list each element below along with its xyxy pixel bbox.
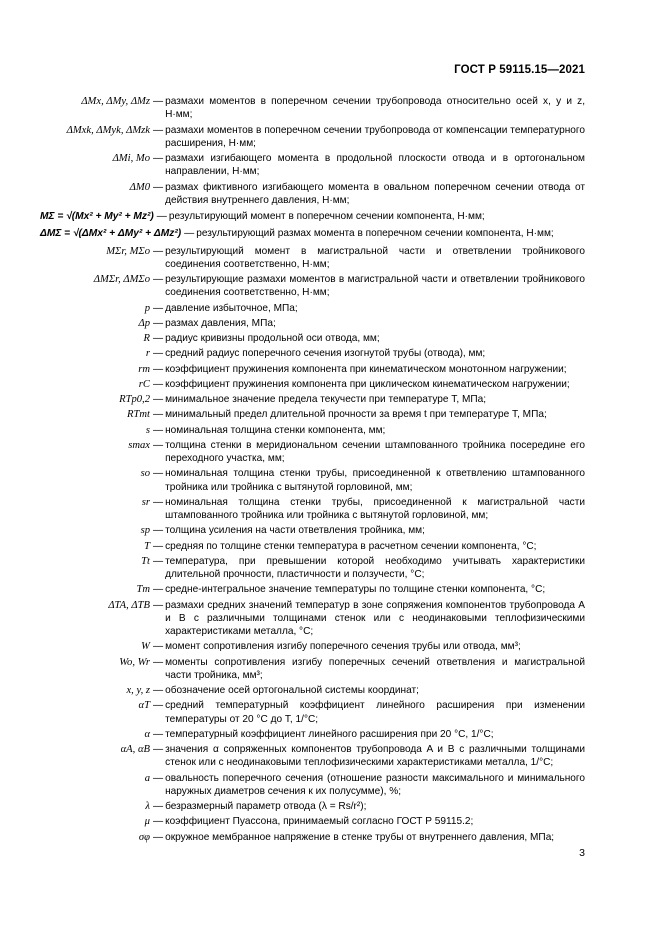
definition-row xyxy=(40,583,585,596)
definition-term: x, y, z xyxy=(126,685,150,696)
definition-dash: — xyxy=(153,153,164,164)
definition-dash: — xyxy=(153,378,164,390)
definition-row xyxy=(40,524,585,537)
definition-term: rm xyxy=(138,363,150,375)
definition-term: sr xyxy=(141,496,150,508)
definition-row xyxy=(40,555,585,582)
definition-dash: — xyxy=(153,394,164,405)
definition-dash: — xyxy=(153,599,164,611)
definition-row xyxy=(40,728,585,741)
definition-row xyxy=(40,408,585,421)
definition-dash: — xyxy=(153,772,164,784)
definition-term: rC xyxy=(138,378,150,390)
definition-dash: — xyxy=(153,816,164,828)
definition-text: температурный коэффициент линейного расширения при 20 °С, 1/°С; xyxy=(165,728,494,740)
definition-dash: — xyxy=(153,641,164,653)
definition-row xyxy=(40,363,585,376)
definition-term: MΣr, MΣo xyxy=(106,245,150,257)
definition-term: RTmt xyxy=(127,409,150,421)
definition-dash: — xyxy=(153,348,164,360)
definition-text: овальность поперечного сечения (отношение разности максимального и минимального наружных диаметров сечения к их полусумме), %; xyxy=(165,772,585,797)
definition-text: моменты сопротивления изгибу поперечных сечений ответвления и магистральной части тройника, мм³; xyxy=(165,656,585,681)
page-number: 3 xyxy=(579,847,585,859)
definition-dash: — xyxy=(153,333,164,344)
definition-term: Tt xyxy=(141,555,150,567)
definition-dash: — xyxy=(153,728,164,740)
definition-row xyxy=(40,273,585,300)
definition-text: размахи средних значений температур в зоне сопряжения компонентов трубопровода A и B с различными толщинами стенок или с неодинаковыми теплофизическими характеристиками металла, °С; xyxy=(165,599,585,637)
definition-term: ΔMΣ = √(ΔMx² + ΔMy² + ΔMz²) xyxy=(40,228,182,240)
definition-row xyxy=(40,800,585,813)
definition-term: MΣ = √(Mx² + My² + Mz²) xyxy=(40,211,154,222)
definition-dash: — xyxy=(153,525,164,537)
definition-dash: — xyxy=(153,496,164,508)
definition-row xyxy=(40,317,585,330)
definition-dash: — xyxy=(153,700,164,712)
definition-dash: — xyxy=(153,555,164,567)
definition-text: коэффициент пружинения компонента при циклическом кинематическом нагружении; xyxy=(165,378,570,390)
definition-text: коэффициент пружинения компонента при кинематическом монотонном нагружении; xyxy=(165,363,567,375)
definition-term: so xyxy=(140,468,150,480)
definition-term: ΔMxk, ΔMyk, ΔMzk xyxy=(66,124,150,136)
definition-text: радиус кривизны продольной оси отвода, мм; xyxy=(165,333,380,344)
definition-text: средне-интегральное значение температуры по толщине стенки компонента, °С; xyxy=(165,584,546,596)
definition-text: коэффициент Пуассона, принимаемый согласно ГОСТ Р 59115.2; xyxy=(165,816,474,828)
definition-dash: — xyxy=(153,363,164,375)
definition-term: r xyxy=(145,348,150,360)
definition-row xyxy=(40,496,585,523)
definition-row xyxy=(40,393,585,406)
definition-dash: — xyxy=(153,584,164,596)
definition-row xyxy=(40,772,585,799)
definition-row xyxy=(40,699,585,726)
definition-dash: — xyxy=(153,439,164,451)
definition-dash: — xyxy=(153,409,164,421)
definition-term: ΔMx, ΔMy, ΔMz xyxy=(81,96,150,107)
definition-dash: — xyxy=(153,540,164,552)
definition-row xyxy=(40,439,585,466)
definition-dash: — xyxy=(153,245,164,257)
definition-term: Δp xyxy=(138,317,150,329)
definition-term: ΔM0 xyxy=(129,181,150,193)
definition-row xyxy=(40,302,585,315)
definition-row xyxy=(40,540,585,553)
definition-row xyxy=(40,656,585,683)
definition-term: ΔTA, ΔTB xyxy=(108,599,150,611)
definition-text: размахи моментов в поперечном сечении трубопровода от компенсации температурного расширения, Н·мм; xyxy=(165,124,585,149)
definition-row xyxy=(40,467,585,494)
definition-dash: — xyxy=(153,181,164,193)
definition-dash: — xyxy=(153,744,164,755)
definition-term: αA, αB xyxy=(120,744,150,755)
definition-dash: — xyxy=(153,801,164,812)
definition-text: толщина усиления на части ответвления тройника, мм; xyxy=(165,525,425,537)
definition-row xyxy=(40,227,585,240)
definition-dash: — xyxy=(153,302,164,314)
definition-term: smax xyxy=(128,439,150,451)
definition-dash: — xyxy=(153,96,164,107)
definition-dash: — xyxy=(156,211,167,222)
definition-text: средний радиус поперечного сечения изогнутой трубы (отвода), мм; xyxy=(165,348,486,360)
definition-text: размах давления, МПа; xyxy=(165,317,276,329)
definition-dash: — xyxy=(153,274,164,285)
definition-term: sp xyxy=(140,525,150,537)
definition-text: результирующие размахи моментов в магистральной части и ответвлении тройникового соединения соответственно, Н·мм; xyxy=(165,274,585,299)
definition-dash: — xyxy=(153,424,164,436)
definition-row xyxy=(40,640,585,653)
definition-text: номинальная толщина стенки трубы, присоединенной к ответвлению штампованного тройника или тройника с вытянутой горловиной, мм; xyxy=(165,468,585,493)
definition-text: обозначение осей ортогональной системы координат; xyxy=(165,685,419,696)
definition-term: a xyxy=(144,772,150,784)
definition-text: температура, при превышении которой необходимо учитывать характеристики длительной прочности, пластичности и ползучести, °С; xyxy=(165,555,585,580)
definition-term: s xyxy=(145,424,150,436)
definition-term: RTp0,2 xyxy=(119,394,150,405)
definition-row xyxy=(40,378,585,391)
definition-term: ΔMi, Mo xyxy=(112,153,150,164)
definition-text: размах фиктивного изгибающего момента в овальном поперечном сечении отвода от действия внутреннего давления, Н·мм; xyxy=(165,181,585,206)
definition-row xyxy=(40,210,585,223)
definition-term: W xyxy=(141,641,150,653)
definition-term: αT xyxy=(138,700,150,712)
definition-term: R xyxy=(143,333,150,344)
definition-text: результирующий момент в поперечном сечении компонента, Н·мм; xyxy=(168,211,485,222)
definition-dash: — xyxy=(153,468,164,480)
definition-row xyxy=(40,831,585,844)
definition-term: T xyxy=(144,540,150,552)
definition-term: Wo, Wr xyxy=(119,656,150,668)
definition-dash: — xyxy=(153,317,164,329)
definition-row xyxy=(40,743,585,770)
definition-text: результирующий размах момента в поперечном сечении компонента, Н·мм; xyxy=(196,228,554,240)
definition-dash: — xyxy=(184,228,195,240)
definition-text: номинальная толщина стенки трубы, присоединенной к магистральной части штампованного тройника или тройника с вытянутой горловиной, мм; xyxy=(165,496,585,521)
definition-text: момент сопротивления изгибу поперечного сечения трубы или отвода, мм³; xyxy=(165,641,521,653)
definition-row xyxy=(40,815,585,828)
definitions-list xyxy=(40,95,585,846)
document-header: ГОСТ Р 59115.15—2021 xyxy=(454,64,585,76)
definition-text: значения α сопряженных компонентов трубопровода A и B с различными толщинами стенок или с неодинаковыми теплофизическими характеристиками металла, 1/°С; xyxy=(165,744,585,769)
definition-text: номинальная толщина стенки компонента, мм; xyxy=(165,424,386,436)
definition-row xyxy=(40,599,585,639)
definition-row xyxy=(40,424,585,437)
definition-row xyxy=(40,684,585,697)
definition-row xyxy=(40,245,585,272)
definition-row xyxy=(40,124,585,151)
definition-term: μ xyxy=(144,816,150,828)
definition-term: λ xyxy=(145,801,150,812)
definition-dash: — xyxy=(153,656,164,668)
definition-text: окружное мембранное напряжение в стенке трубы от внутреннего давления, МПа; xyxy=(165,831,555,843)
definition-row xyxy=(40,347,585,360)
definition-dash: — xyxy=(153,831,164,843)
definition-row xyxy=(40,95,585,122)
definition-term: ΔMΣr, ΔMΣo xyxy=(93,274,150,285)
definition-row xyxy=(40,181,585,208)
definition-text: размахи моментов в поперечном сечении трубопровода относительно осей x, y и z, Н·мм; xyxy=(165,96,585,121)
definition-text: размахи изгибающего момента в продольной плоскости отвода и в ортогональном направлении, Н·мм; xyxy=(165,153,585,178)
definition-text: средняя по толщине стенки температура в расчетном сечении компонента, °С; xyxy=(165,540,537,552)
definition-text: толщина стенки в меридиональном сечении штампованного тройника посередине его переходного участка, мм; xyxy=(165,439,585,464)
definition-dash: — xyxy=(153,124,164,136)
definition-text: безразмерный параметр отвода (λ = Rs/r²); xyxy=(165,801,367,812)
definition-text: средний температурный коэффициент линейного расширения при изменении температуры от 20 °С до T, 1/°С; xyxy=(165,700,585,725)
definition-text: давление избыточное, МПа; xyxy=(165,302,298,314)
definition-row xyxy=(40,332,585,345)
definition-term: α xyxy=(144,728,150,740)
definition-term: Tm xyxy=(136,584,150,596)
definition-text: результирующий момент в магистральной части и ответвлении тройникового соединения соответственно, Н·мм; xyxy=(165,245,585,270)
definition-text: минимальный предел длительной прочности за время t при температуре T, МПа; xyxy=(165,409,547,421)
definition-row xyxy=(40,152,585,179)
definition-term: σφ xyxy=(138,831,150,843)
definition-dash: — xyxy=(153,685,164,696)
definition-term: p xyxy=(144,302,150,314)
definition-text: минимальное значение предела текучести при температуре T, МПа; xyxy=(165,394,487,405)
